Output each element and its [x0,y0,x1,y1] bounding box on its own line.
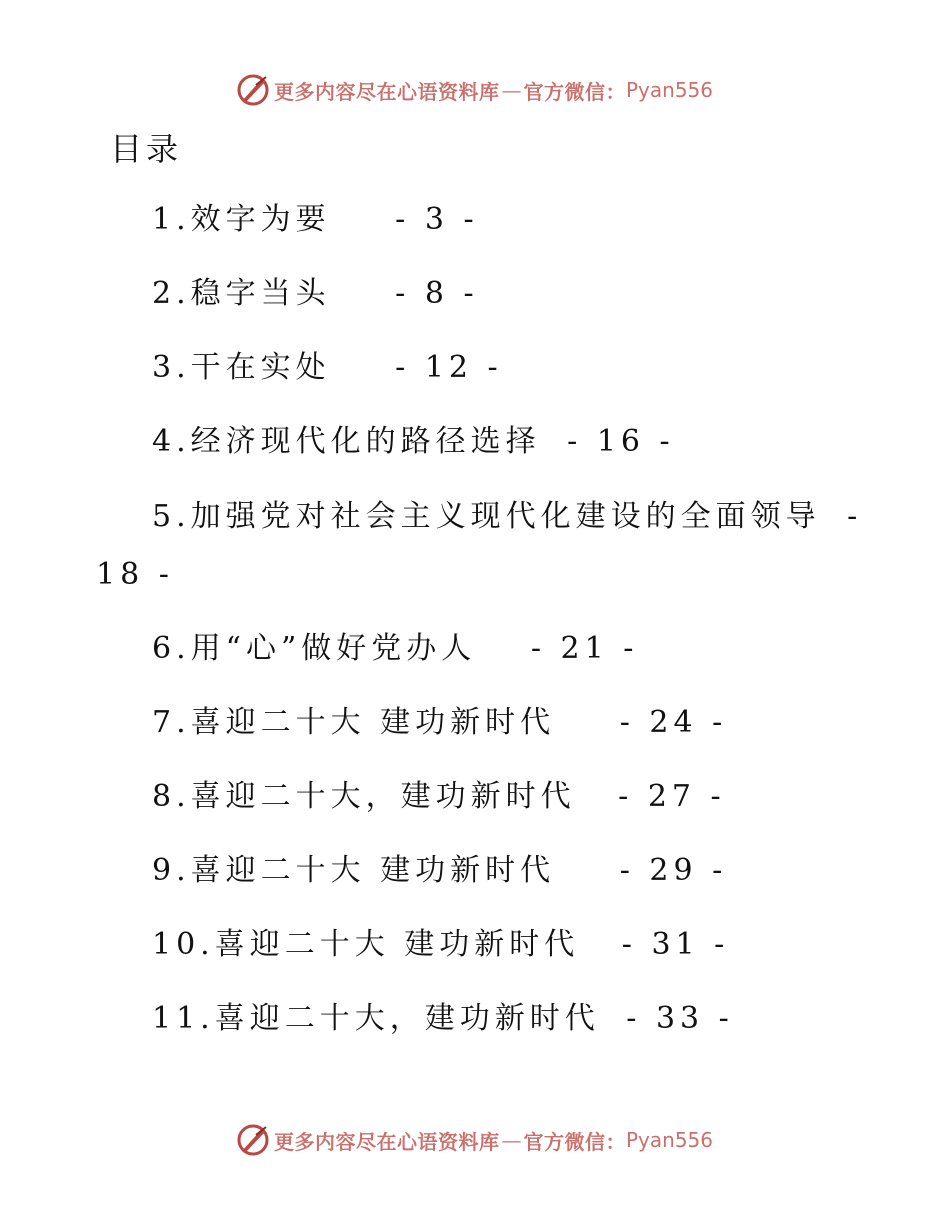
toc-entry-wrapped[interactable] [152,497,862,537]
toc-title: 目录 [110,130,183,168]
toc-entry[interactable] [152,274,479,314]
toc-entry-label: 2.稳字当头 [152,276,331,311]
toc-entry-page: - 3 - [395,202,479,237]
toc-entry-label: 1.效字为要 [152,202,331,237]
toc-entry-page-part1: - [847,499,863,534]
toc-entry[interactable] [152,703,727,743]
footer-banner [236,1120,713,1160]
toc-entry[interactable] [152,851,727,891]
header-banner [236,70,713,110]
banner-dash: — [501,1128,522,1152]
toc-entry-page: - 27 - [618,779,726,814]
toc-entry-label: 3.干在实处 [152,350,331,385]
toc-entry-page: - 33 - [626,1001,734,1036]
quill-pen-logo-icon [236,73,270,107]
toc-entry-page: - 21 - [530,631,639,666]
toc-entry-label: 8.喜迎二十大，建功新时代 [152,779,576,814]
banner-dash: — [501,78,522,102]
toc-entry[interactable] [152,422,675,462]
toc-entry[interactable] [152,200,479,240]
quill-pen-logo-icon [236,1123,270,1157]
toc-entry-label: 11.喜迎二十大，建功新时代 [152,1001,600,1036]
toc-entry[interactable] [152,999,734,1039]
toc-entry-page: - 24 - [619,705,728,740]
toc-entry-label: 7.喜迎二十大 建功新时代 [152,705,556,740]
toc-entry-page: - 16 - [567,424,675,459]
banner-text: 更多内容尽在心语资料库 [274,79,500,104]
banner-wechat-id: Pyan556 [626,1128,714,1152]
banner-wechat-label: 官方微信： [523,79,626,104]
toc-entry-page: - 8 - [395,276,479,311]
toc-entry[interactable] [152,777,726,817]
toc-entry[interactable] [152,925,729,965]
toc-entry-continuation[interactable] [96,555,174,595]
toc-entry-label: 9.喜迎二十大 建功新时代 [152,853,556,888]
banner-text: 更多内容尽在心语资料库 [274,1129,500,1154]
banner-wechat-id: Pyan556 [626,78,714,102]
banner-wechat-label: 官方微信： [523,1129,626,1154]
toc-entry-label: 6.用“心”做好党办人 [152,631,477,666]
toc-entry-label: 5.加强党对社会主义现代化建设的全面领导 [152,499,821,534]
toc-entry-page: - 31 - [621,927,730,962]
toc-entry-page: - 29 - [619,853,728,888]
toc-entry[interactable] [152,348,503,388]
toc-entry-label: 10.喜迎二十大 建功新时代 [152,927,580,962]
toc-entry-page: - 12 - [395,350,503,385]
toc-entry-page-part2: 18 - [96,557,174,592]
toc-entry-label: 4.经济现代化的路径选择 [152,424,541,459]
toc-entry[interactable] [152,629,638,669]
